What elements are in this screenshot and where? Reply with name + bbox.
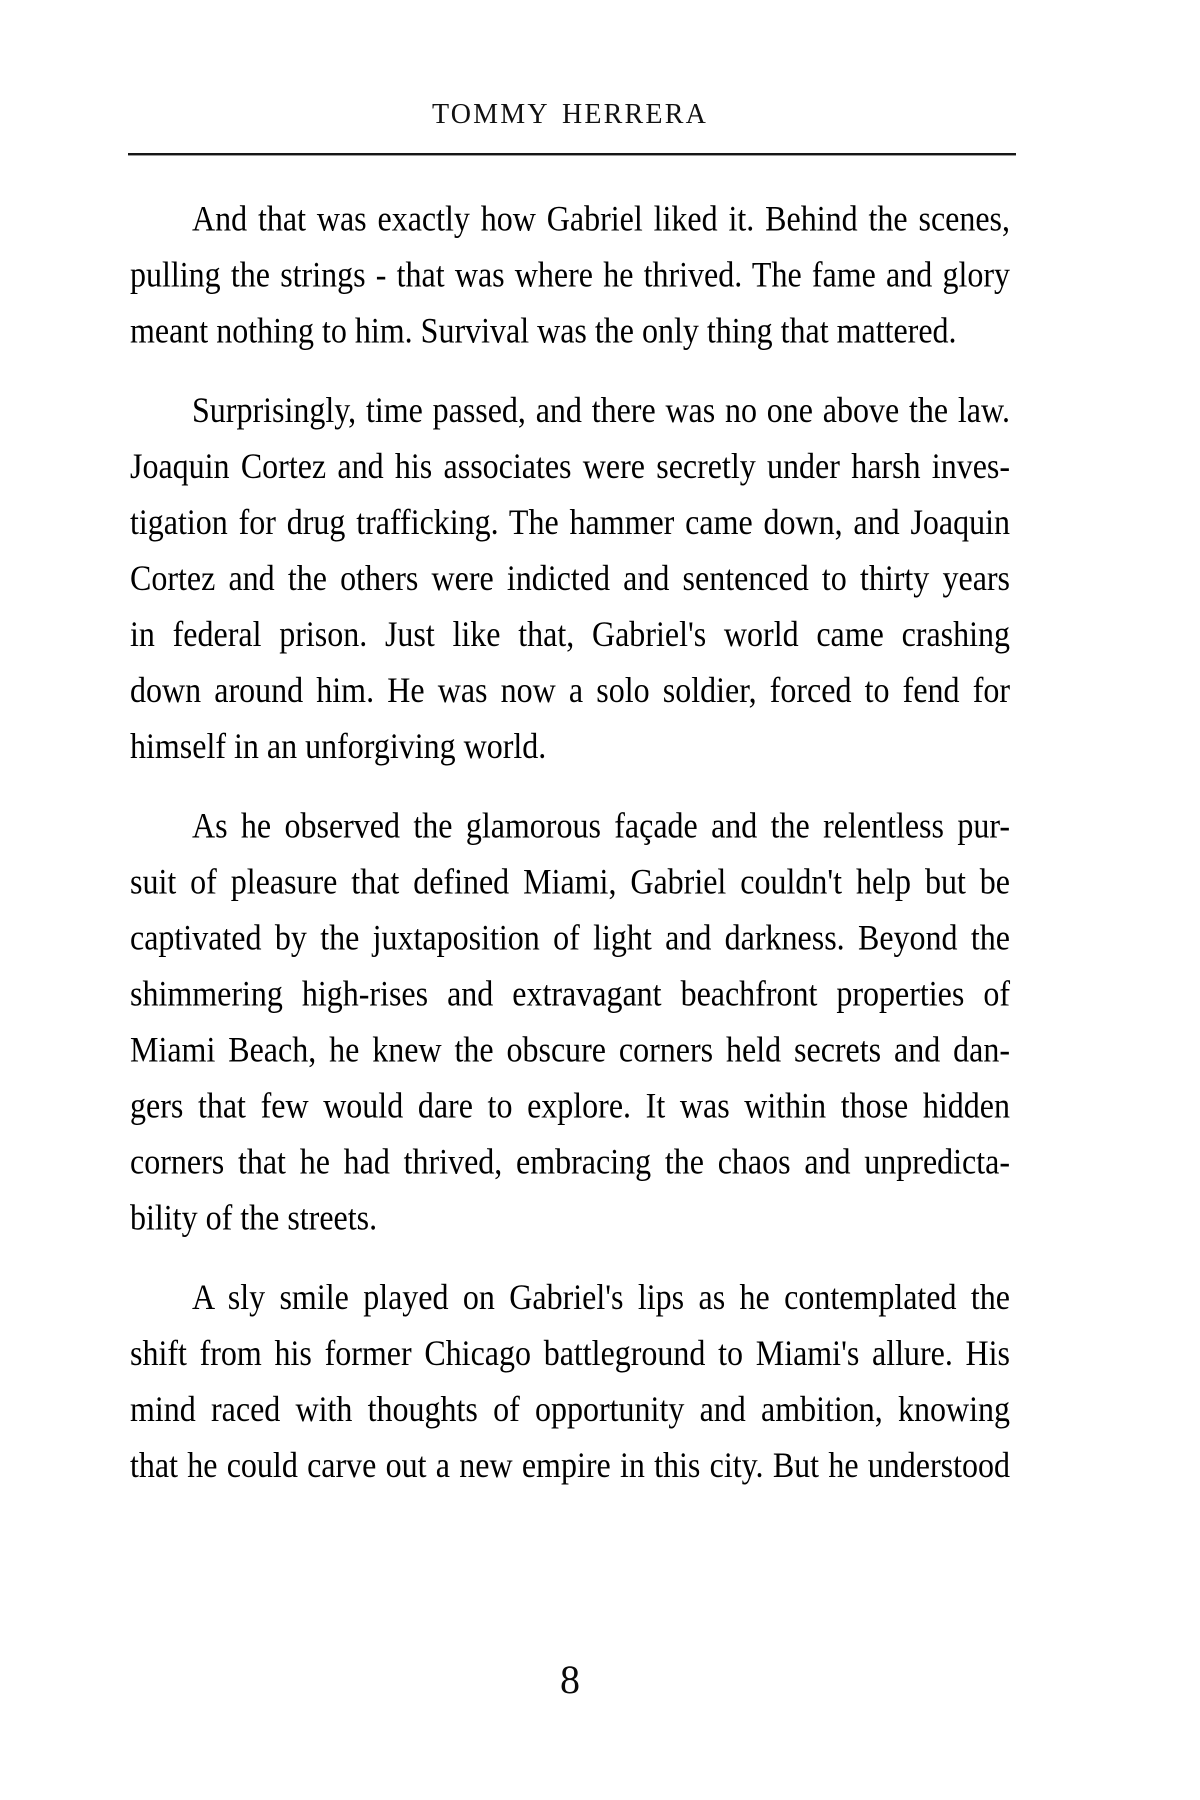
paragraph [130,797,1010,1245]
body-line: Cortez and the others were indicted and sentenced to thirty years [130,557,1010,598]
page-number: 8 [560,1657,580,1702]
body-line: captivated by the juxtaposition of light and darkness. Beyond the [130,916,1010,958]
paragraph [130,190,1010,358]
body-line: suit of pleasure that defined Miami, Gabriel couldn't help but be [130,860,1010,902]
body-line: A sly smile played on Gabriel's lips as he contemplated the [192,1276,1010,1317]
paragraph [130,382,1010,774]
body-line: shift from his former Chicago battleground to Miami's allure. His [130,1332,1010,1373]
body-line: Miami Beach, he knew the obscure corners held secrets and dan- [130,1028,1010,1070]
body-line: Joaquin Cortez and his associates were secretly under harsh inves- [130,445,1010,486]
body-line: As he observed the glamorous façade and the relentless pur- [192,804,1010,846]
body-line: pulling the strings - that was where he thrived. The fame and glory [130,253,1010,295]
body-line: Surprisingly, time passed, and there was no one above the law. [192,389,1010,430]
body-line: And that was exactly how Gabriel liked it. Behind the scenes, [192,197,1010,239]
running-header: TOMMY HERRERA [431,99,709,130]
body-line: shimmering high-rises and extravagant beachfront properties of [130,972,1010,1014]
body-line: gers that few would dare to explore. It was within those hidden [130,1084,1010,1126]
body-line: himself in an unforgiving world. [130,725,547,766]
body-line: corners that he had thrived, embracing the chaos and unpredicta- [130,1140,1010,1182]
body-line: down around him. He was now a solo soldier, forced to fend for [130,669,1010,710]
body-line: meant nothing to him. Survival was the only thing that mattered. [130,309,957,351]
body-line: tigation for drug trafficking. The hammer came down, and Joaquin [130,501,1010,542]
page-body-text [130,190,1010,1493]
body-line: in federal prison. Just like that, Gabriel's world came crashing [130,613,1010,654]
header-rule [128,153,1016,156]
body-line: mind raced with thoughts of opportunity and ambition, knowing [130,1388,1010,1429]
body-line: that he could carve out a new empire in this city. But he understood [130,1444,1010,1485]
body-line: bility of the streets. [130,1196,378,1238]
paragraph [130,1269,1010,1493]
